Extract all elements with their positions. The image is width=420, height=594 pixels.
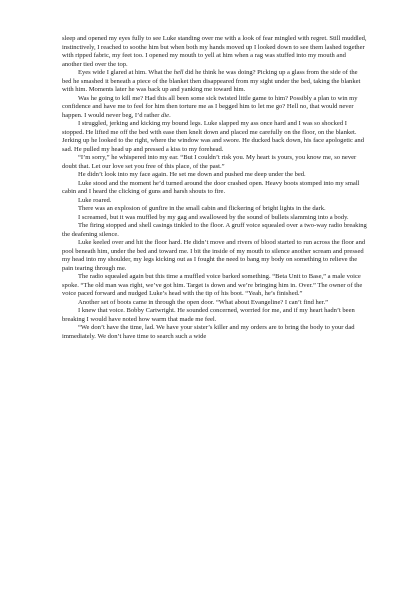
paragraph-text: Was he going to kill me? Had this all been some sick twisted little game to him? Possibly a plan to win my confidence and have me to feel for him then torture me as I begged him to let me go? Hell no, that would never happen. I would never beg, I’d rather (62, 94, 358, 119)
paragraph-text: The firing stopped and shell casings tinkled to the floor. A gruff voice squealed over a two-way radio breaking the deafening silence. (62, 222, 367, 238)
paragraph-text: I knew that voice. Bobby Cartwright. He sounded concerned, worried for me, and if my heart hadn’t been breaking I would have noted how warm that made me feel. (62, 307, 355, 323)
paragraph (62, 273, 367, 299)
paragraph (62, 239, 367, 273)
paragraph-text: did he think he was doing? Picking up a glass from the side of the bed he smashed it beneath a piece of the blanket then disappeared from my sight under the bed, taking the blanket with him. Moments later he was back up and yanking me toward him. (62, 69, 361, 93)
paragraph-text: The radio squealed again but this time a muffled voice barked something. “Beta Unit to Base,” a male voice spoke. “The old man was right, we’ve got him. Target is down and we’re bringing him in. Over.” The owner of the voice paced forward and nudged Luke’s head with the tip of his boot. “Yeah, he’s finished.” (62, 273, 363, 297)
paragraph-text: I struggled, jerking and kicking my bound legs. Luke slapped my ass once hard and I was so shocked I stopped. He lifted me off the bed with ease then knelt down and placed me carefully on the floor, on the blanket. Jerking up he looked to the right, where the window was and swore. He ducked back down, his face apologetic and sad. He pulled my head up and pressed a kiss to my forehead. (62, 120, 364, 153)
paragraph (62, 324, 367, 341)
emphasis-text: die (161, 111, 170, 119)
paragraph-text: Luke keeled over and hit the floor hard. He didn’t move and rivers of blood started to run across the floor and pool beneath him, under the bed and toward me. I bit the inside of my mouth to silence another scream and pressed my head into my shoulder, my legs kicking out as I fought the need to bang my body on something to relieve the pain tearing through me. (62, 239, 366, 272)
paragraph-text: Another set of boots came in through the open door. “What about Evangeline? I can’t find her.” (78, 298, 329, 306)
paragraph-text: There was an explosion of gunfire in the small cabin and flickering of bright lights in the dark. (78, 205, 326, 212)
paragraph (62, 299, 367, 308)
paragraph-text: Luke roared. (78, 196, 112, 204)
paragraph (62, 154, 367, 171)
paragraph (62, 222, 367, 239)
paragraph (62, 120, 367, 154)
paragraph-text: sleep and opened my eyes fully to see Luke standing over me with a look of fear mingled with regret. Still muddled, instinctively, I reached to soothe him but when both my hands moved up I looked down to see them lashed together with ripped fabric, my feet too. I opened my mouth to yell at him when a rag was stuffed into my mouth and another tied over the top. (62, 35, 367, 68)
paragraph-text: He didn’t look into my face again. He set me down and pushed me deep under the bed. (78, 171, 306, 178)
paragraph (62, 197, 367, 206)
paragraph (62, 69, 367, 95)
paragraph (62, 171, 367, 180)
emphasis-text: hell (173, 69, 184, 76)
paragraph-text: I screamed, but it was muffled by my gag and swallowed by the sound of bullets slamming into a body. (78, 213, 349, 221)
paragraph-text: Eyes wide I glared at him. What the (78, 69, 174, 76)
paragraph (62, 95, 367, 121)
paragraph (62, 205, 367, 214)
paragraph-text: “We don’t have the time, lad. We have your sister’s killer and my orders are to bring the body to your dad immediately. We don’t have time to search such a wide (62, 324, 355, 340)
paragraph (62, 214, 367, 223)
paragraph (62, 307, 367, 324)
paragraph-text: “I’m sorry,” he whispered into my ear. “But I couldn’t risk you. My heart is yours, you know me, so never doubt that. Let our love set you free of this place, of the past.” (62, 154, 357, 170)
paragraph (62, 180, 367, 197)
paragraph (62, 35, 367, 69)
paragraph-text: . (169, 111, 171, 119)
paragraph-text: Luke stood and the moment he’d turned around the door crashed open. Heavy boots stomped into my small cabin and I heard the clicking of guns and harsh shouts to fire. (62, 179, 360, 195)
body-text (62, 35, 367, 341)
